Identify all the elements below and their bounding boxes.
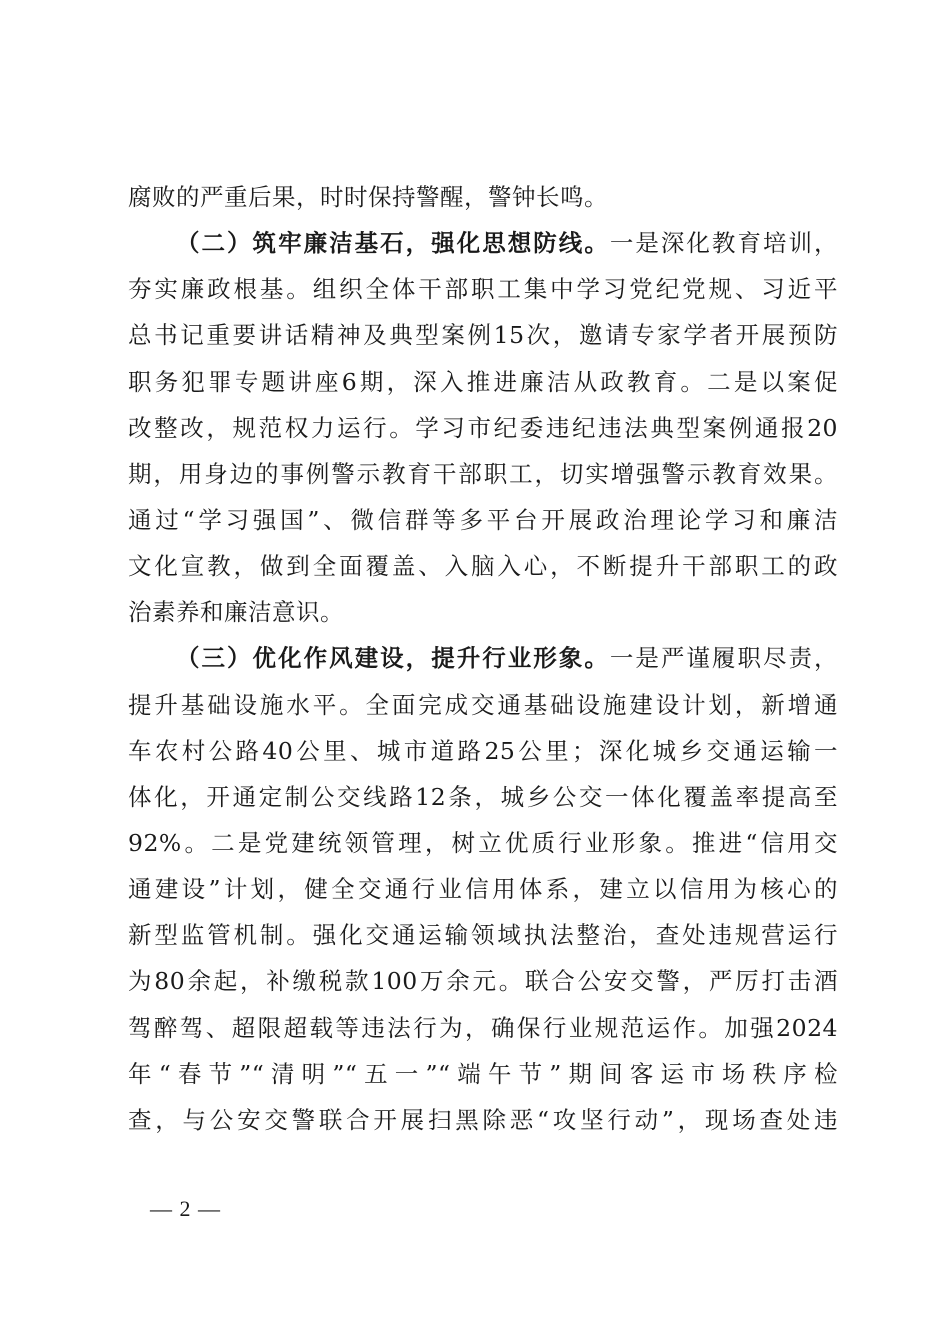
- text-line: 92%。二是党建统领管理，树立优质行业形象。推进“信用交: [128, 828, 838, 857]
- text-line: 车农村公路40公里、城市道路25公里；深化城乡交通运输一: [128, 736, 838, 765]
- text-line: 新型监管机制。强化交通运输领域执法整治，查处违规营运行: [128, 921, 838, 950]
- document-body: [128, 174, 838, 1143]
- text-line: 为80余起，补缴税款100万余元。联合公安交警，严厉打击酒: [128, 967, 838, 996]
- text-line: 总书记重要讲话精神及典型案例15次，邀请专家学者开展预防: [128, 321, 838, 350]
- section-heading: （二）筑牢廉洁基石，强化思想防线。: [176, 229, 610, 258]
- text-line: 年“春节”“清明”“五一”“端午节”期间客运市场秩序检: [128, 1059, 838, 1088]
- text-line: 治素养和廉洁意识。: [128, 598, 344, 627]
- text-line: 期，用身边的事例警示教育干部职工，切实增强警示教育效果。: [128, 459, 838, 488]
- text-line: 查，与公安交警联合开展扫黑除恶“攻坚行动”，现场查处违: [128, 1105, 838, 1134]
- text-line: 文化宣教，做到全面覆盖、入脑入心，不断提升干部职工的政: [128, 552, 838, 581]
- text-line: 通过“学习强国”、微信群等多平台开展政治理论学习和廉洁: [128, 505, 838, 534]
- section-heading-line: [128, 635, 838, 681]
- text-line: 通建设”计划，健全交通行业信用体系，建立以信用为核心的: [128, 875, 838, 904]
- text-line: 驾醉驾、超限超载等违法行为，确保行业规范运作。加强2024: [128, 1013, 838, 1042]
- text-line: 夯实廉政根基。组织全体干部职工集中学习党纪党规、习近平: [128, 275, 838, 304]
- section-heading-line: [128, 220, 838, 266]
- text-line: 改整改，规范权力运行。学习市纪委违纪违法典型案例通报20: [128, 413, 838, 442]
- text-line: 提升基础设施水平。全面完成交通基础设施建设计划，新增通: [128, 690, 838, 719]
- section-heading: （三）优化作风建设，提升行业形象。: [176, 644, 610, 673]
- page-number: — 2 —: [150, 1196, 221, 1221]
- text-line: 职务犯罪专题讲座6期，深入推进廉洁从政教育。二是以案促: [128, 367, 838, 396]
- text-line: 体化，开通定制公交线路12条，城乡公交一体化覆盖率提高至: [128, 782, 838, 811]
- text-run: 一是严谨履职尽责，: [609, 644, 839, 673]
- text-line: 腐败的严重后果，时时保持警醒，警钟长鸣。: [128, 183, 608, 211]
- text-run: 一是深化教育培训，: [609, 229, 839, 258]
